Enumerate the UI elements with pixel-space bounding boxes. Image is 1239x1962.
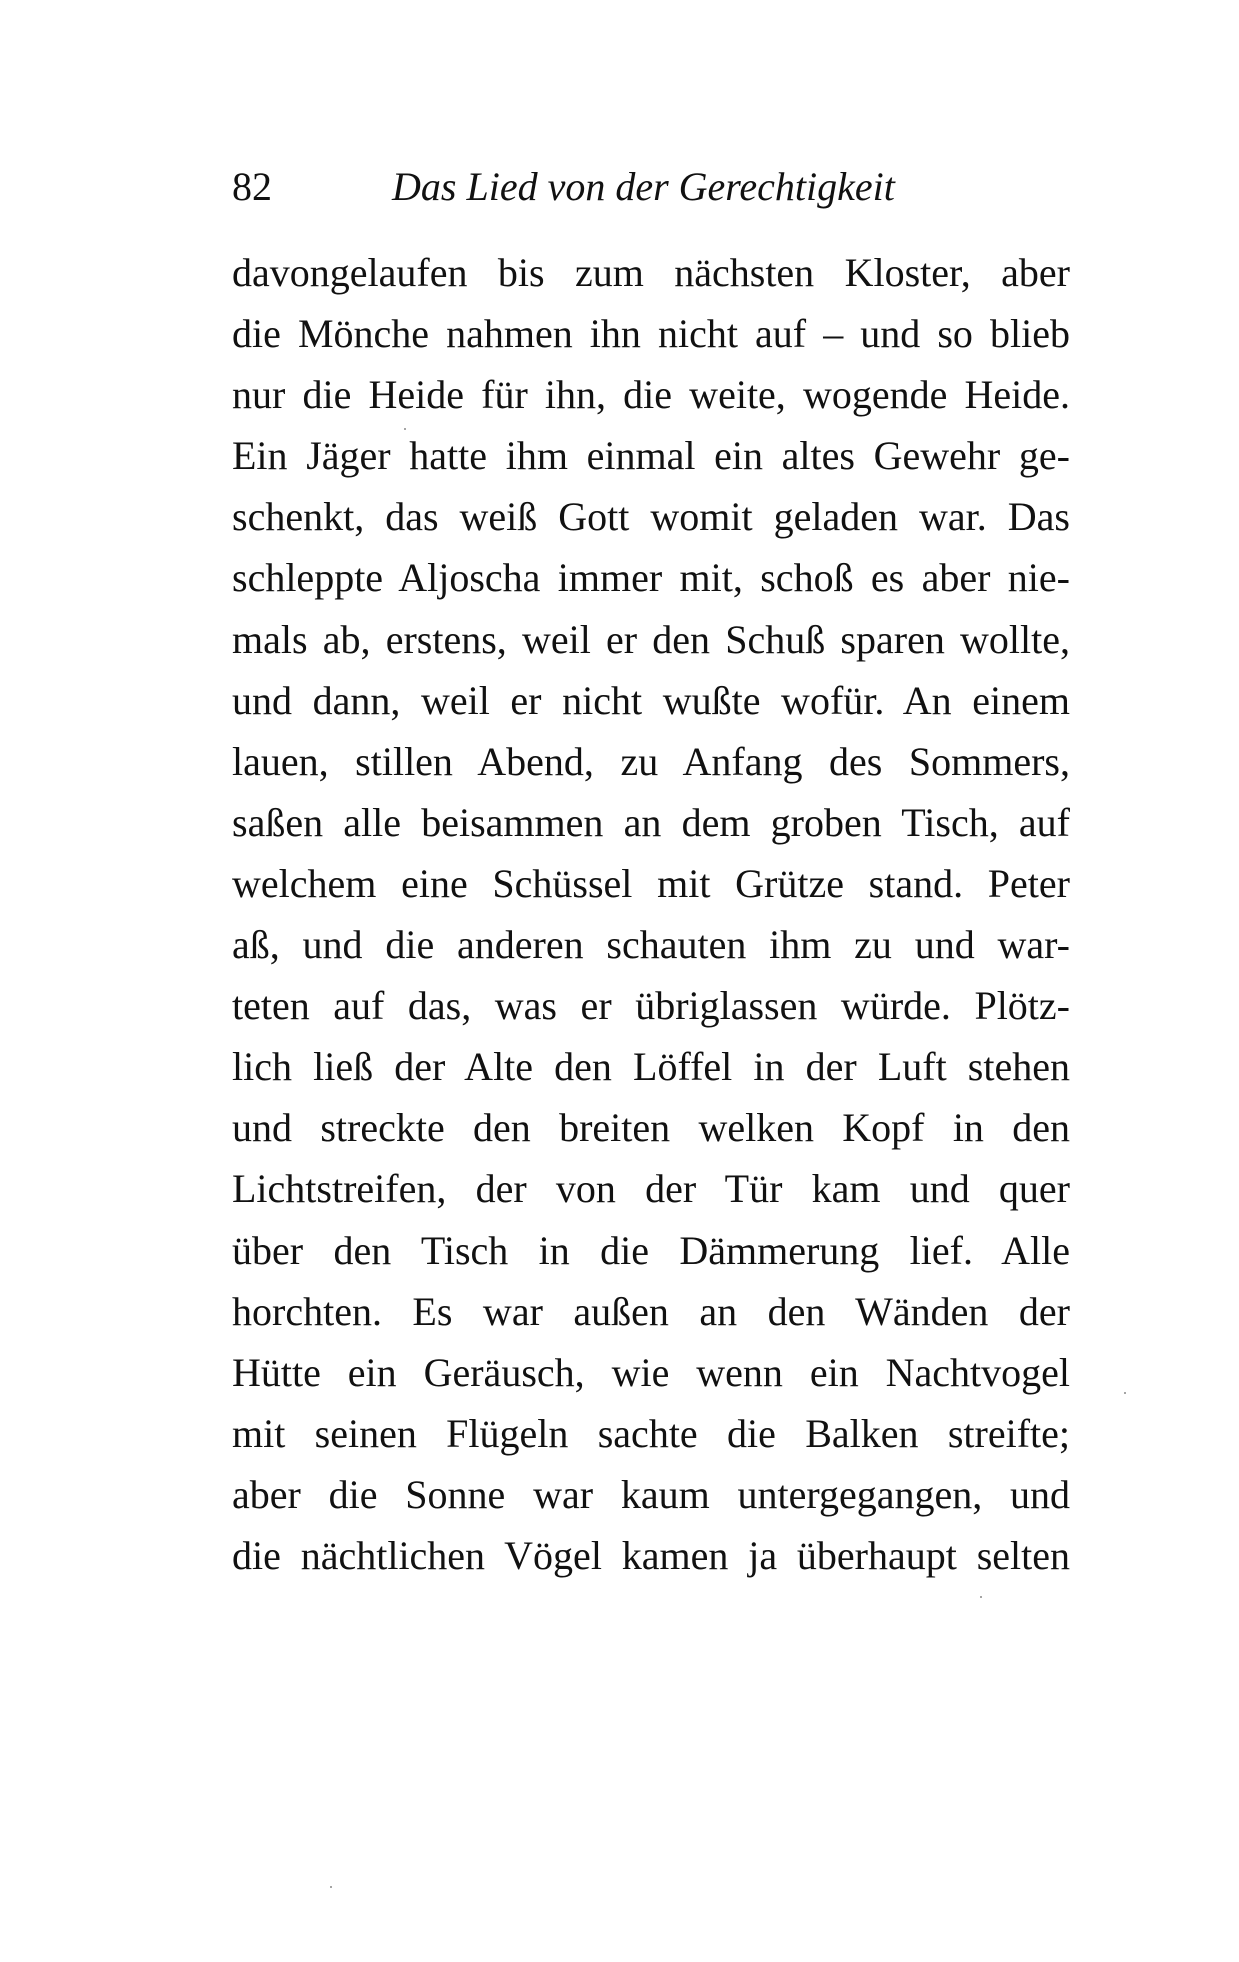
text-line: mals ab, erstens, weil er den Schuß sparen wollte, bbox=[232, 616, 1070, 662]
paper-speck bbox=[980, 1596, 982, 1598]
text-line: lich ließ der Alte den Löffel in der Luft stehen bbox=[232, 1044, 1070, 1090]
text-line: über den Tisch in die Dämmerung lief. Alle bbox=[232, 1227, 1070, 1273]
paper-speck bbox=[404, 428, 406, 430]
text-line: aß, und die anderen schauten ihm zu und war- bbox=[232, 922, 1070, 968]
text-line: mit seinen Flügeln sachte die Balken streifte; bbox=[232, 1410, 1070, 1456]
text-line: nur die Heide für ihn, die weite, wogende Heide. bbox=[232, 372, 1070, 418]
text-line: Hütte ein Geräusch, wie wenn ein Nachtvogel bbox=[232, 1349, 1070, 1395]
text-line: Lichtstreifen, der von der Tür kam und quer bbox=[232, 1166, 1070, 1212]
text-line: und streckte den breiten welken Kopf in den bbox=[232, 1105, 1070, 1151]
text-line: die nächtlichen Vögel kamen ja überhaupt selten bbox=[232, 1532, 1070, 1578]
body-text bbox=[232, 242, 1070, 1586]
page-number: 82 bbox=[232, 164, 272, 209]
text-line: lauen, stillen Abend, zu Anfang des Sommers, bbox=[232, 738, 1070, 784]
text-line: saßen alle beisammen an dem groben Tisch, auf bbox=[232, 799, 1070, 845]
text-line: und dann, weil er nicht wußte wofür. An einem bbox=[232, 677, 1070, 723]
text-line: teten auf das, was er übriglassen würde. Plötz- bbox=[232, 983, 1070, 1029]
paper-speck bbox=[330, 1886, 332, 1888]
text-line: aber die Sonne war kaum untergegangen, und bbox=[232, 1471, 1070, 1517]
running-title: Das Lied von der Gerechtigkeit bbox=[392, 164, 895, 209]
text-line: davongelaufen bis zum nächsten Kloster, aber bbox=[232, 250, 1070, 295]
running-head bbox=[232, 162, 1072, 212]
text-line: Ein Jäger hatte ihm einmal ein altes Gewehr ge- bbox=[232, 433, 1070, 479]
text-line: schenkt, das weiß Gott womit geladen war. Das bbox=[232, 494, 1070, 540]
text-line: schleppte Aljoscha immer mit, schoß es aber nie- bbox=[232, 555, 1070, 601]
text-line: horchten. Es war außen an den Wänden der bbox=[232, 1288, 1070, 1334]
paper-speck bbox=[1124, 1392, 1126, 1394]
text-line: welchem eine Schüssel mit Grütze stand. Peter bbox=[232, 860, 1070, 906]
text-line: die Mönche nahmen ihn nicht auf – und so blieb bbox=[232, 311, 1070, 357]
